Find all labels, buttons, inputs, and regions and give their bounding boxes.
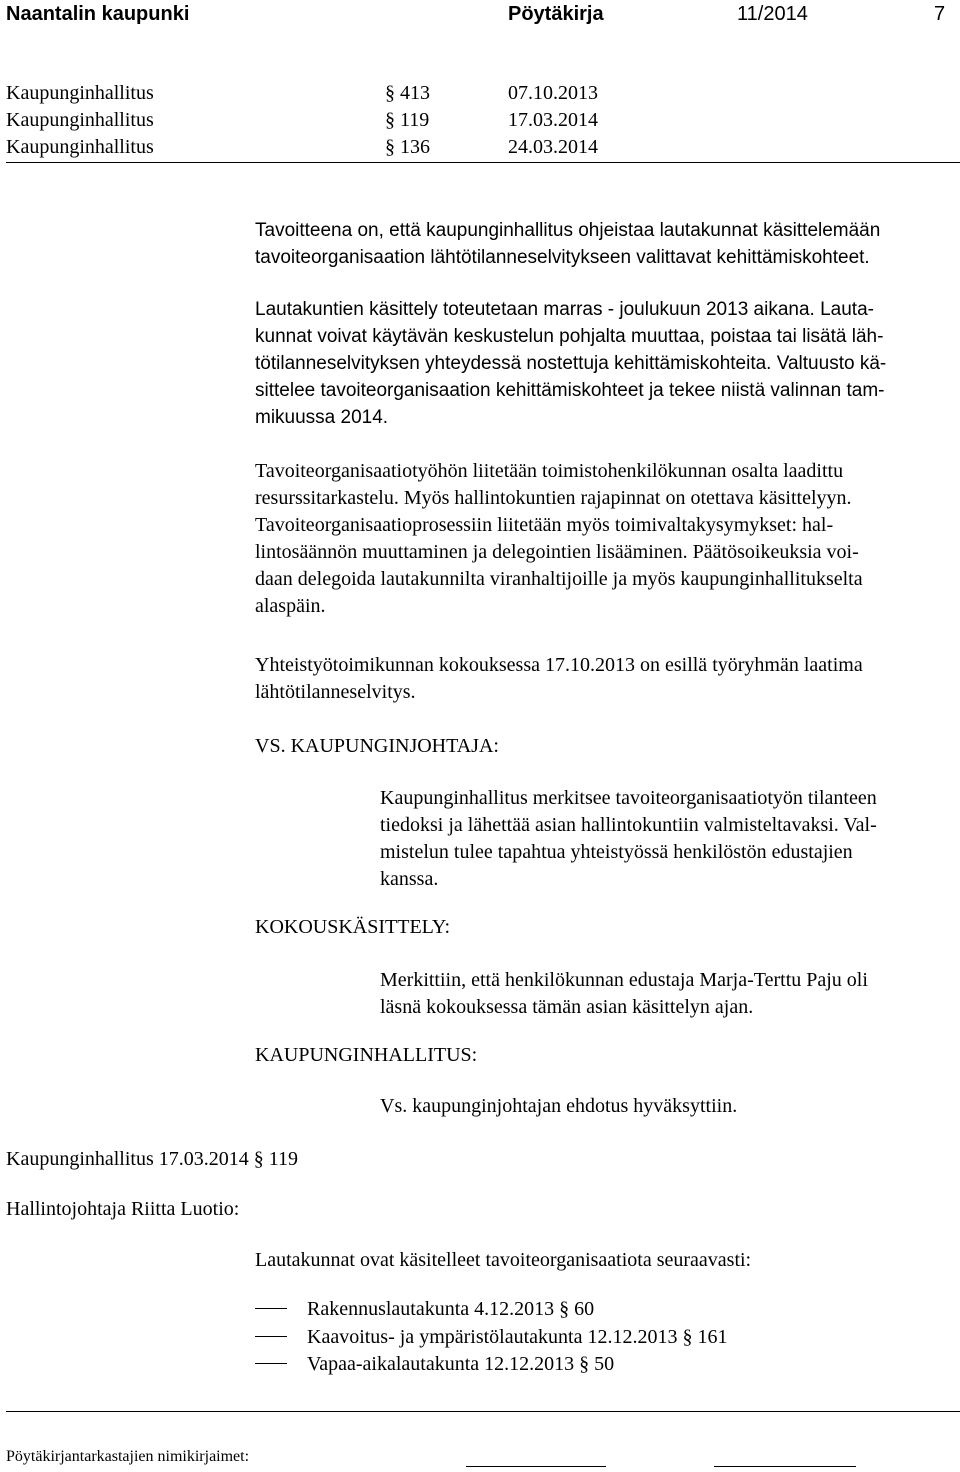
list-item: Rakennuslautakunta 4.12.2013 § 60 (255, 1298, 594, 1321)
text-line: resurssitarkastelu. Myös hallintokuntien rajapinnat on otettava käsittelyyn. (255, 487, 852, 509)
text-line: Tavoiteorganisaatioprosessiin liitetään myös toimivaltakysymykset: hal- (255, 514, 834, 536)
list-item: Kaavoitus- ja ympäristölautakunta 12.12.2013 § 161 (255, 1326, 727, 1349)
paragraph-2 (255, 296, 886, 431)
reference-date: 24.03.2014 (508, 136, 598, 158)
text-line: Tavoitteena on, että kaupunginhallitus ohjeistaa lautakunnat käsittelemään (255, 220, 881, 241)
reference-section: § 413 (385, 82, 430, 104)
meeting-reference: Kaupunginhallitus 17.03.2014 § 119 (6, 1148, 299, 1170)
text-line: daan delegoida lautakunnilta viranhaltijoille ja myös kaupunginhallitukselta (255, 568, 863, 590)
header-doc-type: Pöytäkirja (508, 3, 604, 25)
reference-section: § 119 (385, 109, 430, 131)
paragraph-4 (255, 652, 863, 706)
text-line: lintosäännön muuttaminen ja delegointien lisääminen. Päätösoikeuksia voi- (255, 541, 859, 563)
signature-line (466, 1466, 606, 1467)
dash-bullet (255, 1308, 287, 1309)
text-line: mikuussa 2014. (255, 407, 389, 428)
reference-section: § 136 (385, 136, 430, 158)
paragraph-1 (255, 217, 880, 271)
text-line: läsnä kokouksessa tämän asian käsittelyn ajan. (380, 996, 754, 1018)
reference-date: 17.03.2014 (508, 109, 598, 131)
text-line: Yhteistyötoimikunnan kokouksessa 17.10.2013 on esillä työryhmän laatima (255, 654, 863, 676)
reference-date: 07.10.2013 (508, 82, 598, 104)
reference-body: Kaupunginhallitus (6, 136, 154, 158)
text-line: sittelee tavoiteorganisaation kehittämiskohteet ja tekee niistä valinnan tam- (255, 380, 885, 401)
vs-heading: VS. KAUPUNGINJOHTAJA: (255, 735, 499, 757)
text-line: tavoiteorganisaation lähtötilanneselvitykseen valittavat kehittämiskohteet. (255, 247, 870, 268)
paragraph-3 (255, 458, 863, 620)
text-line: kunnat voivat käytävän keskustelun pohjalta muuttaa, poistaa tai lisätä läh- (255, 326, 884, 347)
preparer-label: Hallintojohtaja Riitta Luotio: (6, 1198, 240, 1220)
text-line: tötilanneselvityksen yhteydessä nostettuja kehittämiskohteita. Valtuusto kä- (255, 353, 887, 374)
list-item: Vapaa-aikalautakunta 12.12.2013 § 50 (255, 1353, 614, 1376)
text-line: tiedoksi ja lähettää asian hallintokuntiin valmisteltavaksi. Val- (380, 814, 877, 836)
text-line: Lautakuntien käsittely toteutetaan marras - joulukuun 2013 aikana. Lauta- (255, 299, 874, 320)
reference-body: Kaupunginhallitus (6, 82, 154, 104)
text-line: Tavoiteorganisaatiotyöhön liitetään toimistohenkilökunnan osalta laadittu (255, 460, 844, 482)
dash-bullet (255, 1336, 287, 1337)
text-line: lähtötilanneselvitys. (255, 681, 416, 703)
dash-bullet (255, 1363, 287, 1364)
text-line: Merkittiin, että henkilökunnan edustaja Marja-Terttu Paju oli (380, 969, 868, 991)
text-line: alaspäin. (255, 595, 326, 617)
header-city: Naantalin kaupunki (6, 3, 190, 25)
footer-divider (6, 1411, 960, 1412)
signatures-label: Pöytäkirjantarkastajien nimikirjaimet: (6, 1448, 250, 1465)
header-number: 11/2014 (737, 3, 808, 25)
committees-intro: Lautakunnat ovat käsitelleet tavoiteorganisaatiota seuraavasti: (255, 1249, 752, 1271)
reference-divider (6, 162, 960, 163)
signature-line (714, 1466, 856, 1467)
reference-body: Kaupunginhallitus (6, 109, 154, 131)
vs-proposal (380, 785, 877, 893)
kokouskasittely-text (380, 967, 868, 1021)
text-line: mistelun tulee tapahtua yhteistyössä henkilöstön edustajien (380, 841, 853, 863)
kaupunginhallitus-heading: KAUPUNGINHALLITUS: (255, 1044, 478, 1066)
header-page-number: 7 (934, 3, 946, 25)
text-line: kanssa. (380, 868, 439, 890)
text-line: Kaupunginhallitus merkitsee tavoiteorganisaatiotyön tilanteen (380, 787, 877, 809)
kokouskasittely-heading: KOKOUSKÄSITTELY: (255, 916, 451, 938)
decision-text: Vs. kaupunginjohtajan ehdotus hyväksyttiin. (380, 1095, 738, 1117)
